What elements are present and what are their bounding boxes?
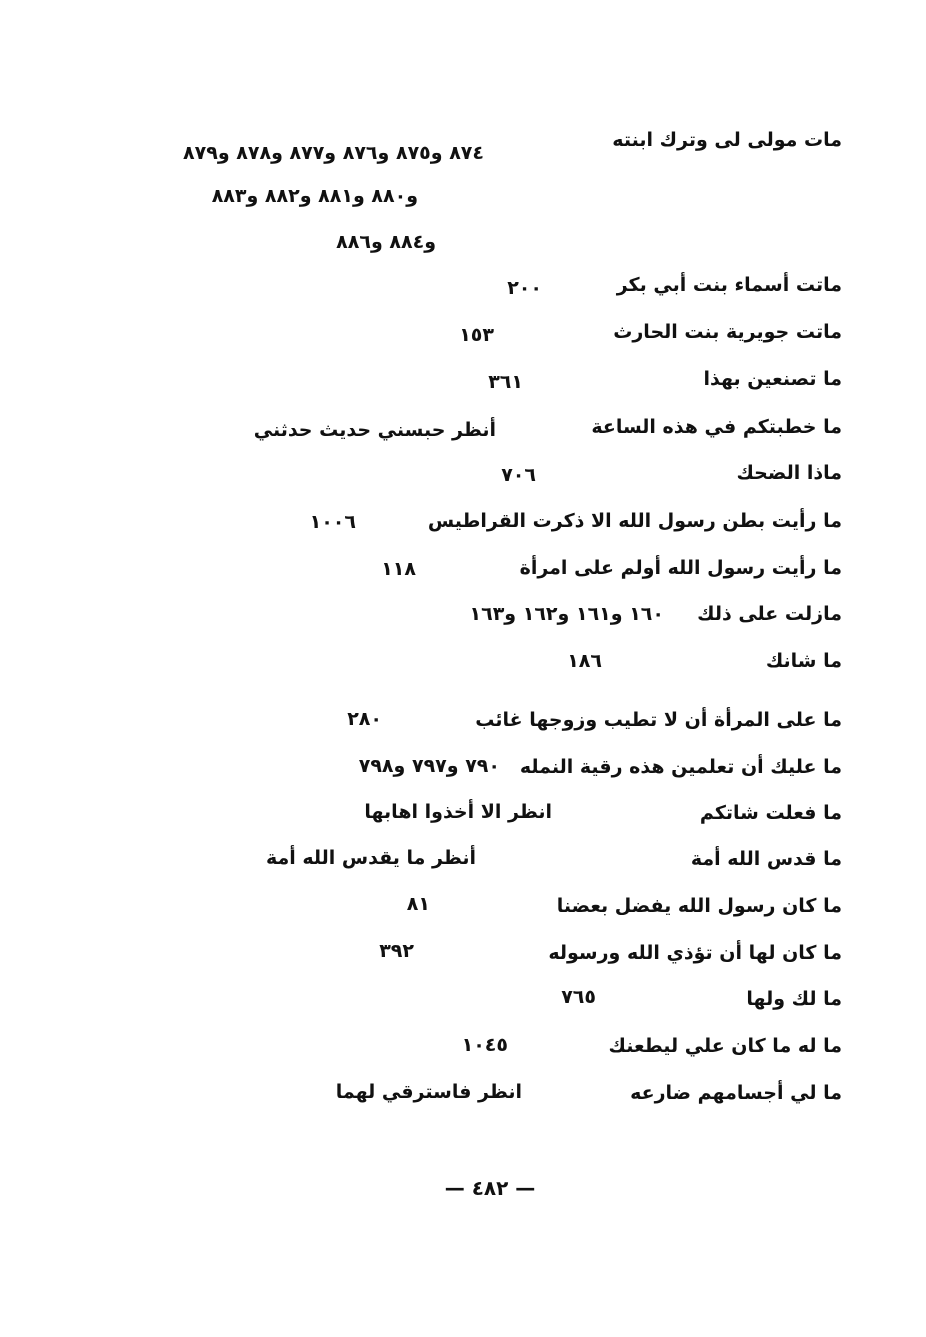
entry-term: ما شانك <box>765 650 842 672</box>
entry-term: ما لك ولها <box>746 988 842 1010</box>
entry-reference: أنظر ما يقدس الله أمة <box>265 847 476 869</box>
entry-reference: ٨٧٤ و٨٧٥ و٨٧٦ و٨٧٧ و٨٧٨ و٨٧٩ <box>183 142 484 164</box>
entry-term: ما قدس الله أمة <box>690 848 842 870</box>
entry-reference-continued: و٨٨٤ و٨٨٦ <box>336 231 436 253</box>
entry-reference: ٨١ <box>406 893 430 915</box>
entry-term: ما كان رسول الله يفضل بعضنا <box>556 895 842 917</box>
page-number: — ٤٨٢ — <box>444 1176 536 1200</box>
entry-reference-continued: و٨٨٠ و٨٨١ و٨٨٢ و٨٨٣ <box>211 185 418 207</box>
entry-reference: انظر فاسترقي لهما <box>335 1081 522 1103</box>
entry-term: ما رأيت بطن رسول الله الا ذكرت القراطيس <box>427 510 842 532</box>
entry-term: ما له ما كان علي ليطعنك <box>608 1035 842 1057</box>
entry-reference: ١٨٦ <box>567 650 602 672</box>
entry-term: ما كان لها أن تؤذي الله ورسوله <box>548 942 842 964</box>
entry-term: مازلت على ذلك <box>697 603 842 625</box>
entry-reference: ١٥٣ <box>459 324 494 346</box>
entry-reference: ٧٩٠ و٧٩٧ و٧٩٨ <box>358 755 500 777</box>
entry-reference: ٣٩٢ <box>379 940 414 962</box>
entry-term: ماتت جويرية بنت الحارث <box>613 321 842 343</box>
entry-term: ما فعلت شاتكم <box>699 802 842 824</box>
entry-reference: ٢٨٠ <box>347 708 382 730</box>
entry-term: ما رأيت رسول الله أولم على امرأة <box>519 557 842 579</box>
entry-reference: انظر الا أخذوا اهابها <box>364 801 552 823</box>
entry-reference: ١٠٠٦ <box>309 511 356 533</box>
entry-term: ما خطبتكم في هذه الساعة <box>591 416 842 438</box>
entry-reference: ٣٦١ <box>488 371 523 393</box>
entry-term: ما تصنعين بهذا <box>703 368 842 390</box>
entry-term: ماذا الضحك <box>736 462 842 484</box>
entry-reference: ١٦٠ و١٦١ و١٦٢ و١٦٣ <box>469 603 664 625</box>
entry-reference: ٢٠٠ <box>507 277 542 299</box>
entry-reference: ٧٦٥ <box>561 986 596 1008</box>
entry-term: مات مولى لى وترك ابنته <box>612 129 842 151</box>
entry-reference: أنظر حبسني حديث حدثني <box>253 419 496 441</box>
entry-reference: ٧٠٦ <box>501 464 536 486</box>
entry-term: ما على المرأة أن لا تطيب وزوجها غائب <box>475 709 842 731</box>
entry-term: ما لي أجسامهم ضارعه <box>630 1082 842 1104</box>
entry-reference: ١١٨ <box>381 558 416 580</box>
entry-term: ماتت أسماء بنت أبي بكر <box>616 274 842 296</box>
entry-reference: ١٠٤٥ <box>461 1034 508 1056</box>
entry-term: ما عليك أن تعلمين هذه رقية النمله <box>519 756 842 778</box>
